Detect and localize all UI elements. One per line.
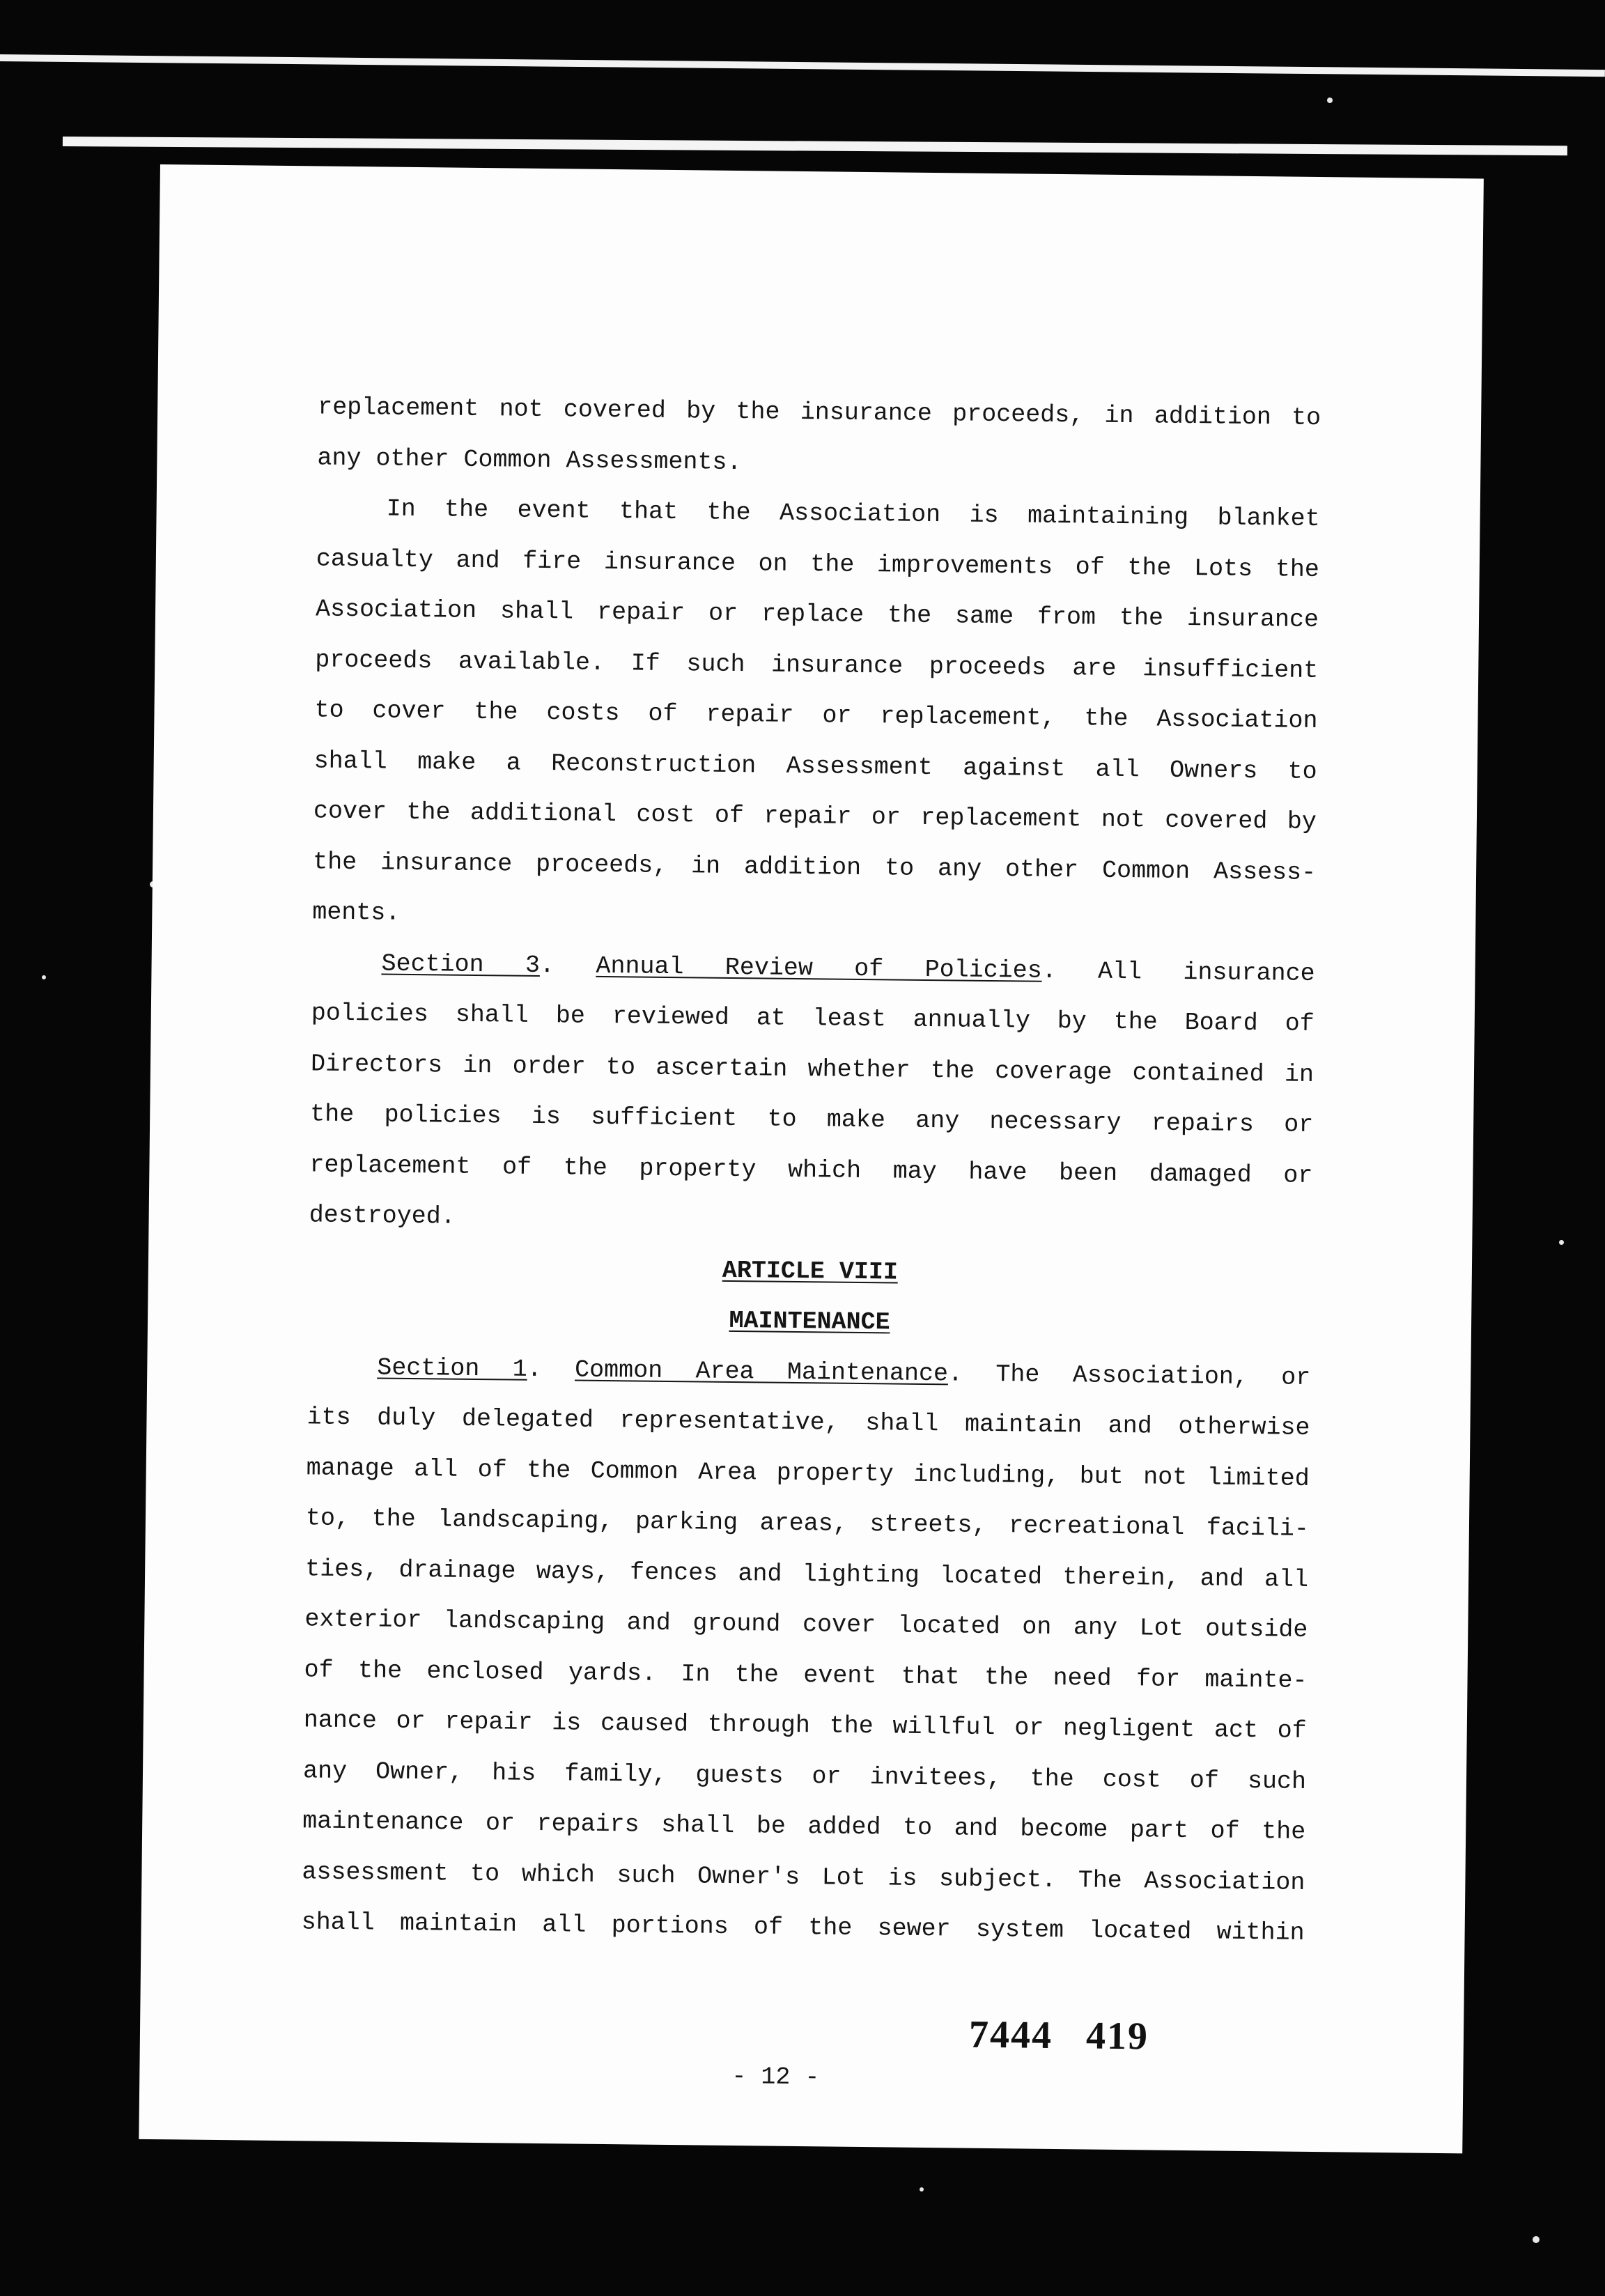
body-line: Association shall repair or replace the same from the insurance [315, 595, 1319, 635]
scan-paper-edge [63, 137, 1567, 155]
body-line: ments. [312, 898, 401, 927]
body-line: any Owner, his family, guests or invitees, the cost of such [302, 1756, 1307, 1796]
body-line: shall maintain all portions of the sewer system located within [301, 1908, 1305, 1947]
scan-speck [1533, 2236, 1540, 2243]
body-line: Directors in order to ascertain whether the coverage contained in [310, 1049, 1315, 1089]
scan-speck [1327, 98, 1333, 103]
body-line: ties, drainage ways, fences and lighting located therein, and all [304, 1554, 1309, 1594]
body-line: In the event that the Association is maintaining blanket [386, 495, 1320, 534]
section-3-heading-line: Section 3. Annual Review of Policies. All insurance [381, 949, 1315, 988]
scan-speck [1559, 1240, 1564, 1245]
body-line: assessment to which such Owner's Lot is subject. The Association [302, 1857, 1305, 1897]
body-line: policies shall be reviewed at least annually by the Board of [311, 999, 1315, 1038]
body-line: casualty and fire insurance on the improvements of the Lots the [316, 544, 1320, 584]
body-line: replacement of the property which may have been damaged or [309, 1150, 1313, 1190]
body-line: the insurance proceeds, in addition to any other Common Assess- [312, 847, 1317, 887]
section-1-label: Section 1 [377, 1353, 527, 1383]
document-page [139, 164, 1484, 2153]
body-line: maintenance or repairs shall be added to and become part of the [302, 1807, 1306, 1846]
book-number: 7444 [968, 2012, 1053, 2058]
page-reference: 419 [1085, 2014, 1149, 2058]
section-3-title: Annual Review of Policies [596, 952, 1042, 985]
page-number: - 12 - [731, 2063, 820, 2092]
body-line: destroyed. [309, 1201, 456, 1231]
section-1-title: Common Area Maintenance [574, 1356, 949, 1388]
body-line: cover the additional cost of repair or replacement not covered by [313, 797, 1317, 837]
scan-speck [920, 2187, 924, 2192]
body-line: to, the landscaping, parking areas, streets, recreational facili- [305, 1504, 1310, 1543]
document-body [301, 382, 1321, 1958]
article-heading: ARTICLE VIII [722, 1256, 899, 1287]
section-3-label: Section 3 [381, 949, 541, 979]
body-line: proceeds available. If such insurance proceeds are insufficient [315, 645, 1319, 685]
article-subheading: MAINTENANCE [729, 1306, 890, 1337]
section-3-first-line-rest: All insurance [1097, 957, 1315, 988]
body-line: exterior landscaping and ground cover located on any Lot outside [304, 1605, 1308, 1644]
section-1-first-line-rest: The Association, or [995, 1360, 1311, 1392]
scan-top-edge [0, 54, 1605, 77]
scan-speck [42, 975, 46, 979]
body-line: replacement not covered by the insurance proceeds, in addition to [318, 393, 1321, 433]
body-line: of the enclosed yards. In the event that the need for mainte- [304, 1655, 1308, 1695]
body-line: its duly delegated representative, shall maintain and otherwise [307, 1403, 1310, 1442]
body-line: nance or repair is caused through the willful or negligent act of [303, 1706, 1307, 1745]
body-line: any other Common Assessments. [317, 443, 742, 476]
body-line: to cover the costs of repair or replacement, the Association [314, 696, 1318, 736]
body-line: shall make a Reconstruction Assessment against all Owners to [313, 746, 1317, 786]
section-1-heading-line: Section 1. Common Area Maintenance. The Association, or [377, 1353, 1311, 1392]
body-line: the policies is sufficient to make any necessary repairs or [310, 1100, 1314, 1139]
book-page-stamp [969, 2012, 1149, 2059]
body-line: manage all of the Common Area property including, but not limited [306, 1453, 1310, 1493]
